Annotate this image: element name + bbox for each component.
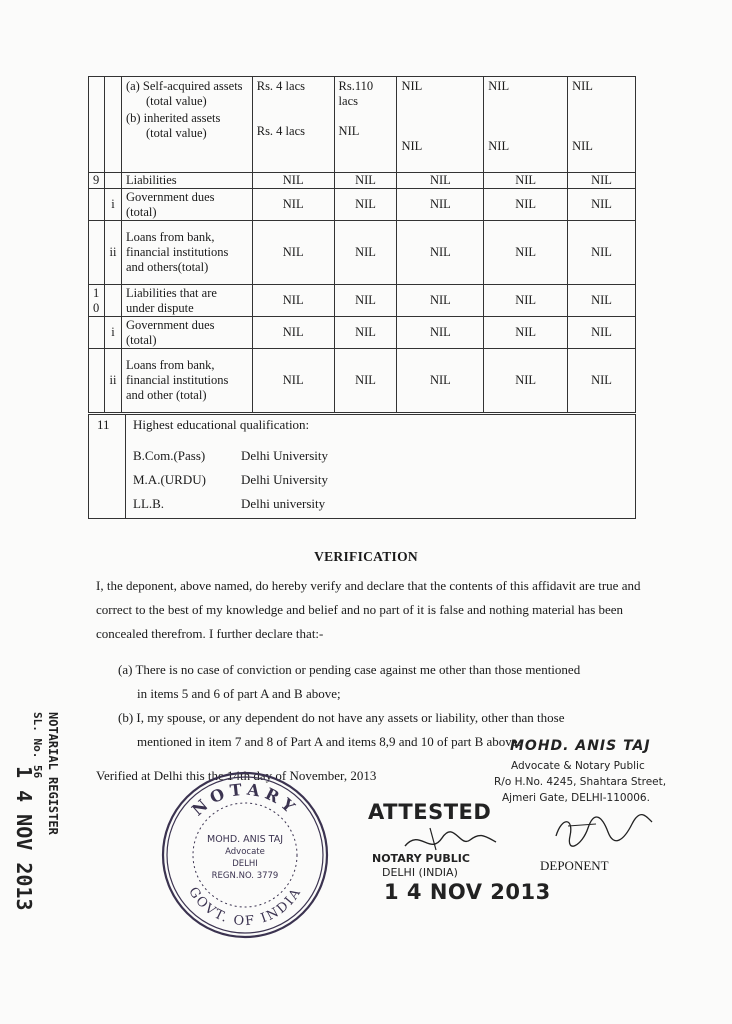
row-label: Loans from bank, financial institutions and other (total) — [121, 349, 252, 413]
education-section — [88, 414, 636, 519]
value-cell: NIL — [252, 221, 334, 285]
row-number: 1 0 — [89, 285, 105, 317]
liability-row — [89, 349, 636, 413]
seal-bottom-text: GOVT. OF INDIA — [185, 884, 305, 930]
value-cell: NIL — [334, 173, 397, 189]
row-label: Loans from bank, financial institutions and others(total) — [121, 221, 252, 285]
value-cell: NIL — [252, 285, 334, 317]
row-number — [89, 189, 105, 221]
row-b-value-4: NIL — [488, 139, 510, 153]
value-cell: NIL — [397, 189, 484, 221]
seal-top-text: NOTARY — [188, 779, 303, 820]
value-cell: NIL — [484, 317, 568, 349]
university: Delhi University — [241, 472, 329, 487]
value-cell: NIL — [252, 189, 334, 221]
row-b-value-3: NIL — [401, 139, 423, 153]
attested-text: ATTESTED — [368, 800, 492, 824]
row-number — [89, 221, 105, 285]
value-cell: NIL — [397, 173, 484, 189]
deponent-signature — [548, 806, 658, 852]
assets-value-cell — [397, 77, 484, 173]
education-row — [133, 496, 325, 512]
row-sub-number: ii — [104, 349, 121, 413]
row-sub-number — [104, 285, 121, 317]
assets-value-cell — [334, 77, 397, 173]
row-label: Government dues (total) — [121, 317, 252, 349]
university: Delhi University — [241, 448, 329, 463]
value-cell: NIL — [397, 285, 484, 317]
education-row — [133, 448, 328, 464]
row-number — [89, 349, 105, 413]
degree: M.A.(URDU) — [133, 472, 206, 487]
row-label: Liabilities that are under dispute — [121, 285, 252, 317]
place-text: DELHI (INDIA) — [382, 866, 458, 879]
verification-paragraph: I, the deponent, above named, do hereby verify and declare that the contents of this affidavit are true and correct to the best of my knowledge and belief and no part of it is false and nothing material has been concealed therefrom. I further declare that:- — [96, 578, 641, 641]
declaration-a-line2: in items 5 and 6 of part A and B above; — [137, 686, 341, 701]
education-num-cell — [89, 415, 126, 518]
value-cell: NIL — [484, 173, 568, 189]
assets-value-cell — [252, 77, 334, 173]
row-label: Liabilities — [121, 173, 252, 189]
liability-row — [89, 173, 636, 189]
row-sub-number — [104, 173, 121, 189]
value-cell: NIL — [397, 221, 484, 285]
attested-date: 1 4 NOV 2013 — [384, 880, 551, 904]
row-b-value-1: Rs. 4 lacs — [256, 124, 305, 138]
value-cell: NIL — [334, 189, 397, 221]
value-cell: NIL — [397, 349, 484, 413]
liability-row — [89, 285, 636, 317]
declaration-b-line1: (b) I, my spouse, or any dependent do not have any assets or liability, other than those — [118, 710, 565, 725]
value-cell: NIL — [484, 349, 568, 413]
education-row — [133, 472, 328, 488]
seal-role: Advocate — [225, 847, 265, 857]
value-cell: NIL — [334, 317, 397, 349]
value-cell: NIL — [568, 173, 636, 189]
value-cell: NIL — [252, 349, 334, 413]
value-cell: NIL — [484, 221, 568, 285]
notary-seal — [160, 770, 330, 940]
assets-value-cell — [484, 77, 568, 173]
row-a-value-5: NIL — [572, 79, 593, 93]
value-cell: NIL — [334, 221, 397, 285]
row-label: Government dues (total) — [121, 189, 252, 221]
assets-table — [88, 76, 636, 173]
assets-label-cell — [121, 77, 252, 173]
declaration-a-line1: (a) There is no case of conviction or pending case against me other than those mentioned — [118, 662, 581, 677]
liabilities-table — [88, 172, 636, 413]
row-sub-number: i — [104, 317, 121, 349]
assets-sub-cell — [104, 77, 121, 173]
value-cell: NIL — [484, 189, 568, 221]
row-a-label: (a) Self-acquired assets (total value) — [125, 79, 243, 108]
verification-title: VERIFICATION — [314, 549, 418, 564]
value-cell: NIL — [568, 221, 636, 285]
value-cell: NIL — [568, 285, 636, 317]
value-cell: NIL — [484, 285, 568, 317]
assets-num-cell — [89, 77, 105, 173]
seal-name: MOHD. ANIS TAJ — [207, 834, 283, 845]
value-cell: NIL — [397, 317, 484, 349]
assets-value-cell — [568, 77, 636, 173]
row-a-value-1: Rs. 4 lacs — [256, 79, 305, 93]
university: Delhi university — [241, 496, 326, 511]
notary-public-text: NOTARY PUBLIC — [372, 852, 470, 865]
value-cell: NIL — [568, 349, 636, 413]
value-cell: NIL — [252, 173, 334, 189]
row-sub-number: ii — [104, 221, 121, 285]
register-serial: SL. No. 56 — [31, 712, 44, 779]
degree: B.Com.(Pass) — [133, 448, 206, 463]
notary-address-2: Ajmeri Gate, DELHI-110006. — [502, 792, 650, 804]
degree: LL.B. — [133, 496, 165, 511]
svg-text:NOTARY — [188, 779, 302, 819]
liability-row — [89, 189, 636, 221]
value-cell: NIL — [334, 285, 397, 317]
education-heading: Highest educational qualification: — [133, 417, 310, 432]
notary-name: MOHD. ANIS TAJ — [510, 738, 651, 754]
value-cell: NIL — [252, 317, 334, 349]
row-a-value-4: NIL — [488, 79, 510, 93]
row-number: 9 — [89, 173, 105, 189]
seal-city: DELHI — [232, 859, 258, 869]
register-title: NOTARIAL REGISTER — [46, 712, 60, 835]
value-cell: NIL — [568, 189, 636, 221]
row-a-value-3: NIL — [401, 79, 423, 93]
verified-at-line: Verified at Delhi this the 14th day of November, 2013 — [96, 768, 377, 783]
row-b-label: (b) inherited assets (total value) — [125, 111, 221, 140]
declaration-b-line2: mentioned in item 7 and 8 of Part A and items 8,9 and 10 of part B above. — [137, 734, 521, 749]
deponent-label: DEPONENT — [540, 858, 609, 873]
register-date: 1 4 NOV 2013 — [12, 766, 36, 911]
liability-row — [89, 221, 636, 285]
education-num: 11 — [97, 417, 110, 432]
liability-row — [89, 317, 636, 349]
value-cell: NIL — [568, 317, 636, 349]
row-b-value-5: NIL — [572, 139, 593, 153]
row-a-value-2: Rs.110 lacs — [338, 79, 374, 108]
row-sub-number: i — [104, 189, 121, 221]
row-number — [89, 317, 105, 349]
notary-address-1: R/o H.No. 4245, Shahtara Street, — [494, 776, 667, 788]
row-b-value-2: NIL — [338, 124, 360, 138]
notary-title: Advocate & Notary Public — [511, 760, 645, 772]
value-cell: NIL — [334, 349, 397, 413]
seal-regn: REGN.NO. 3779 — [211, 871, 279, 881]
